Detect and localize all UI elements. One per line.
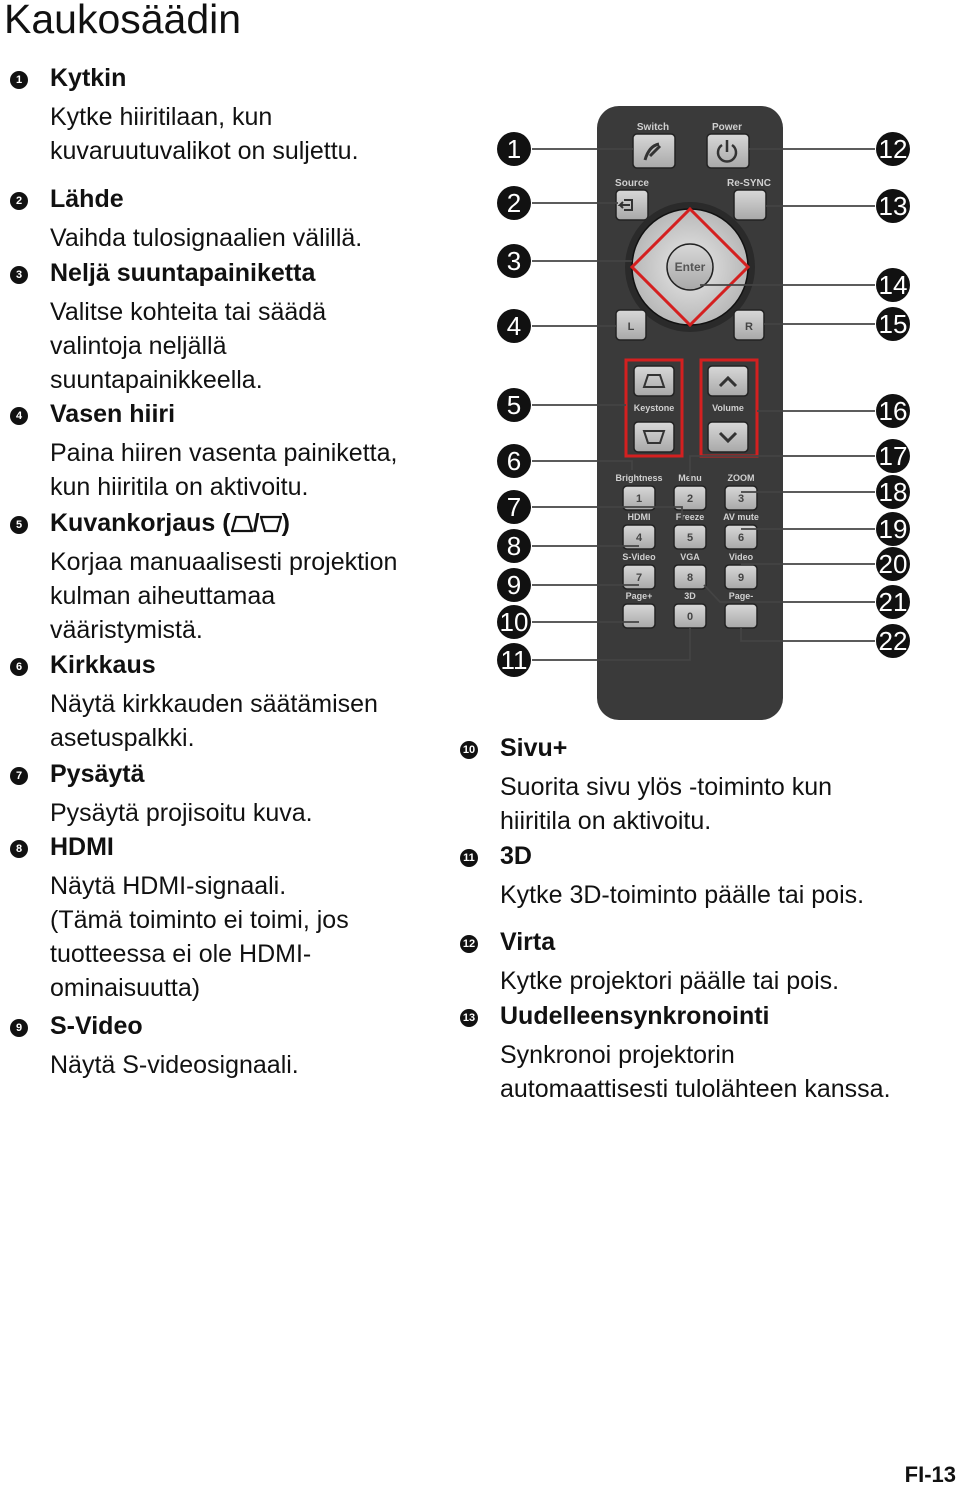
description-line: suuntapainikkeella. (50, 366, 263, 394)
keystone-down-icon (260, 514, 282, 534)
volume-down-button (708, 422, 748, 452)
item-number-badge: 2 (10, 192, 28, 210)
item-title: Lähde (50, 185, 124, 213)
callout-left-text: 4 (506, 311, 522, 341)
resync-button (734, 190, 766, 220)
remote-label-hdmi: HDMI (627, 512, 651, 522)
description-line: Näytä HDMI-signaali. (50, 872, 287, 900)
keystone-down-button (634, 422, 674, 452)
item-title: Sivu+ (500, 734, 568, 762)
keystone-up-button (634, 366, 674, 396)
callout-left-text: 8 (506, 531, 522, 561)
callout-right-text: 20 (878, 549, 908, 579)
item-description (500, 878, 864, 912)
remote-label-pageup: Page+ (625, 591, 653, 601)
remote-label-source: Source (615, 178, 649, 189)
item-title: Pysäytä (50, 760, 145, 788)
keypad-button (623, 604, 655, 628)
item-description (50, 796, 313, 830)
item-number-badge: 3 (10, 266, 28, 284)
remote-control-diagram (490, 100, 930, 730)
item-title: Neljä suuntapainiketta (50, 259, 316, 287)
description-line: valintoja neljällä (50, 332, 227, 360)
item-number-badge: 10 (460, 741, 478, 759)
description-line: Kytke projektori päälle tai pois. (500, 967, 840, 995)
callout-left-text: 1 (506, 134, 522, 164)
item-number-badge: 4 (10, 407, 28, 425)
callout-right-text: 13 (878, 191, 908, 221)
description-line: kulman aiheuttamaa (50, 582, 276, 610)
page-number: FI-13 (904, 1462, 956, 1487)
item-description (50, 869, 349, 1005)
description-line: asetuspalkki. (50, 724, 195, 752)
item-title: 3D (500, 842, 532, 870)
item-number-badge: 11 (460, 849, 478, 867)
keypad-button (725, 604, 757, 628)
description-line: tuotteessa ei ole HDMI- (50, 940, 312, 968)
description-line: Synkronoi projektorin (500, 1041, 735, 1069)
callout-left-text: 7 (506, 492, 522, 522)
keypad-digit: 7 (635, 572, 643, 584)
description-line: kuvaruutuvalikot on suljettu. (50, 137, 359, 165)
remote-label-pagedown: Page- (728, 591, 754, 601)
description-line: Näytä kirkkauden säätämisen (50, 690, 378, 718)
description-line: (Tämä toiminto ei toimi, jos (50, 906, 349, 934)
item-description (500, 964, 839, 998)
item-title: HDMI (50, 833, 114, 861)
remote-label-svideo: S-Video (622, 552, 656, 562)
item-description (50, 687, 378, 755)
description-line: Korjaa manuaalisesti projektion (50, 548, 398, 576)
item-title: S-Video (50, 1012, 143, 1040)
description-line: Suorita sivu ylös -toiminto kun (500, 773, 833, 801)
keypad-digit: 1 (635, 493, 643, 505)
description-line: Kytke hiiritilaan, kun (50, 103, 273, 131)
callout-right-text: 21 (878, 587, 908, 617)
description-line: Näytä S-videosignaali. (50, 1051, 299, 1079)
callout-right-text: 14 (878, 270, 908, 300)
item-number-badge: 7 (10, 767, 28, 785)
item-number-badge: 9 (10, 1019, 28, 1037)
callout-right-text: 17 (878, 441, 908, 471)
item-description (50, 295, 326, 397)
remote-label-vga: VGA (680, 552, 700, 562)
callout-right-text: 15 (878, 309, 908, 339)
keypad-digit: 3 (737, 493, 745, 505)
keypad-digit: 0 (686, 611, 694, 623)
callout-left-text: 3 (506, 246, 522, 276)
keystone-up-icon (231, 514, 253, 534)
callout-left-text: 6 (506, 446, 522, 476)
keypad-digit: 8 (686, 572, 694, 584)
description-line: Vaihda tulosignaalien välillä. (50, 224, 363, 252)
keypad-digit: 4 (635, 532, 643, 544)
description-line: automaattisesti tulolähteen kanssa. (500, 1075, 891, 1103)
remote-label-volume: Volume (712, 403, 744, 413)
callout-left-text: 2 (506, 188, 522, 218)
description-line: vääristymistä. (50, 616, 203, 644)
remote-label-keystone: Keystone (633, 403, 675, 413)
remote-label-video: Video (728, 552, 754, 562)
item-description (50, 100, 359, 168)
keypad-digit: 9 (737, 572, 745, 584)
item-description (500, 1038, 891, 1106)
item-description (50, 436, 397, 504)
item-description (50, 545, 397, 647)
item-description (50, 221, 362, 255)
item-title: Kytkin (50, 64, 127, 92)
page-title: Kaukosäädin (4, 0, 242, 42)
callout-right-text: 16 (878, 396, 908, 426)
item-number-badge: 13 (460, 1009, 478, 1027)
callout-right-text: 18 (878, 477, 908, 507)
keypad-digit: 5 (686, 532, 694, 544)
remote-label-power: Power (711, 122, 743, 133)
remote-label-resync: Re-SYNC (727, 178, 771, 189)
keypad-digit: 2 (686, 493, 694, 505)
item-title: Vasen hiiri (50, 400, 176, 428)
callout-right-text: 12 (878, 134, 908, 164)
callout-left-text: 10 (499, 607, 529, 637)
item-description (500, 770, 832, 838)
remote-label-switch: Switch (636, 122, 670, 133)
item-title: Kirkkaus (50, 651, 156, 679)
description-line: Kytke 3D-toiminto päälle tai pois. (500, 881, 865, 909)
remote-label-l: L (627, 321, 635, 333)
keypad-digit: 6 (737, 532, 745, 544)
remote-label-zoom: ZOOM (727, 473, 755, 483)
volume-up-button (708, 366, 748, 396)
remote-label-menu: Menu (678, 473, 702, 483)
description-line: kun hiiritila on aktivoitu. (50, 473, 309, 501)
item-number-badge: 12 (460, 935, 478, 953)
remote-label-freeze: Freeze (675, 512, 705, 522)
item-number-badge: 5 (10, 516, 28, 534)
item-description (50, 1048, 299, 1082)
remote-label-enter: Enter (674, 260, 706, 274)
callout-right-text: 19 (878, 514, 908, 544)
description-line: ominaisuutta) (50, 974, 201, 1002)
description-line: Paina hiiren vasenta painiketta, (50, 439, 398, 467)
callout-right-text: 22 (878, 626, 908, 656)
callout-left-text: 9 (506, 570, 522, 600)
item-title: Uudelleensynkronointi (500, 1002, 770, 1030)
callout-left-text: 11 (500, 645, 528, 675)
item-number-badge: 1 (10, 71, 28, 89)
item-number-badge: 8 (10, 840, 28, 858)
description-line: Valitse kohteita tai säädä (50, 298, 327, 326)
remote-label-r: R (745, 321, 753, 333)
remote-label-brightness: Brightness (615, 473, 663, 483)
description-line: Pysäytä projisoitu kuva. (50, 799, 313, 827)
item-title: Kuvankorjaus ( / ) (50, 509, 290, 537)
description-line: hiiritila on aktivoitu. (500, 807, 712, 835)
item-title: Virta (500, 928, 556, 956)
item-number-badge: 6 (10, 658, 28, 676)
remote-label-avmute: AV mute (723, 512, 759, 522)
callout-left-text: 5 (506, 390, 522, 420)
remote-label-threed: 3D (684, 591, 696, 601)
